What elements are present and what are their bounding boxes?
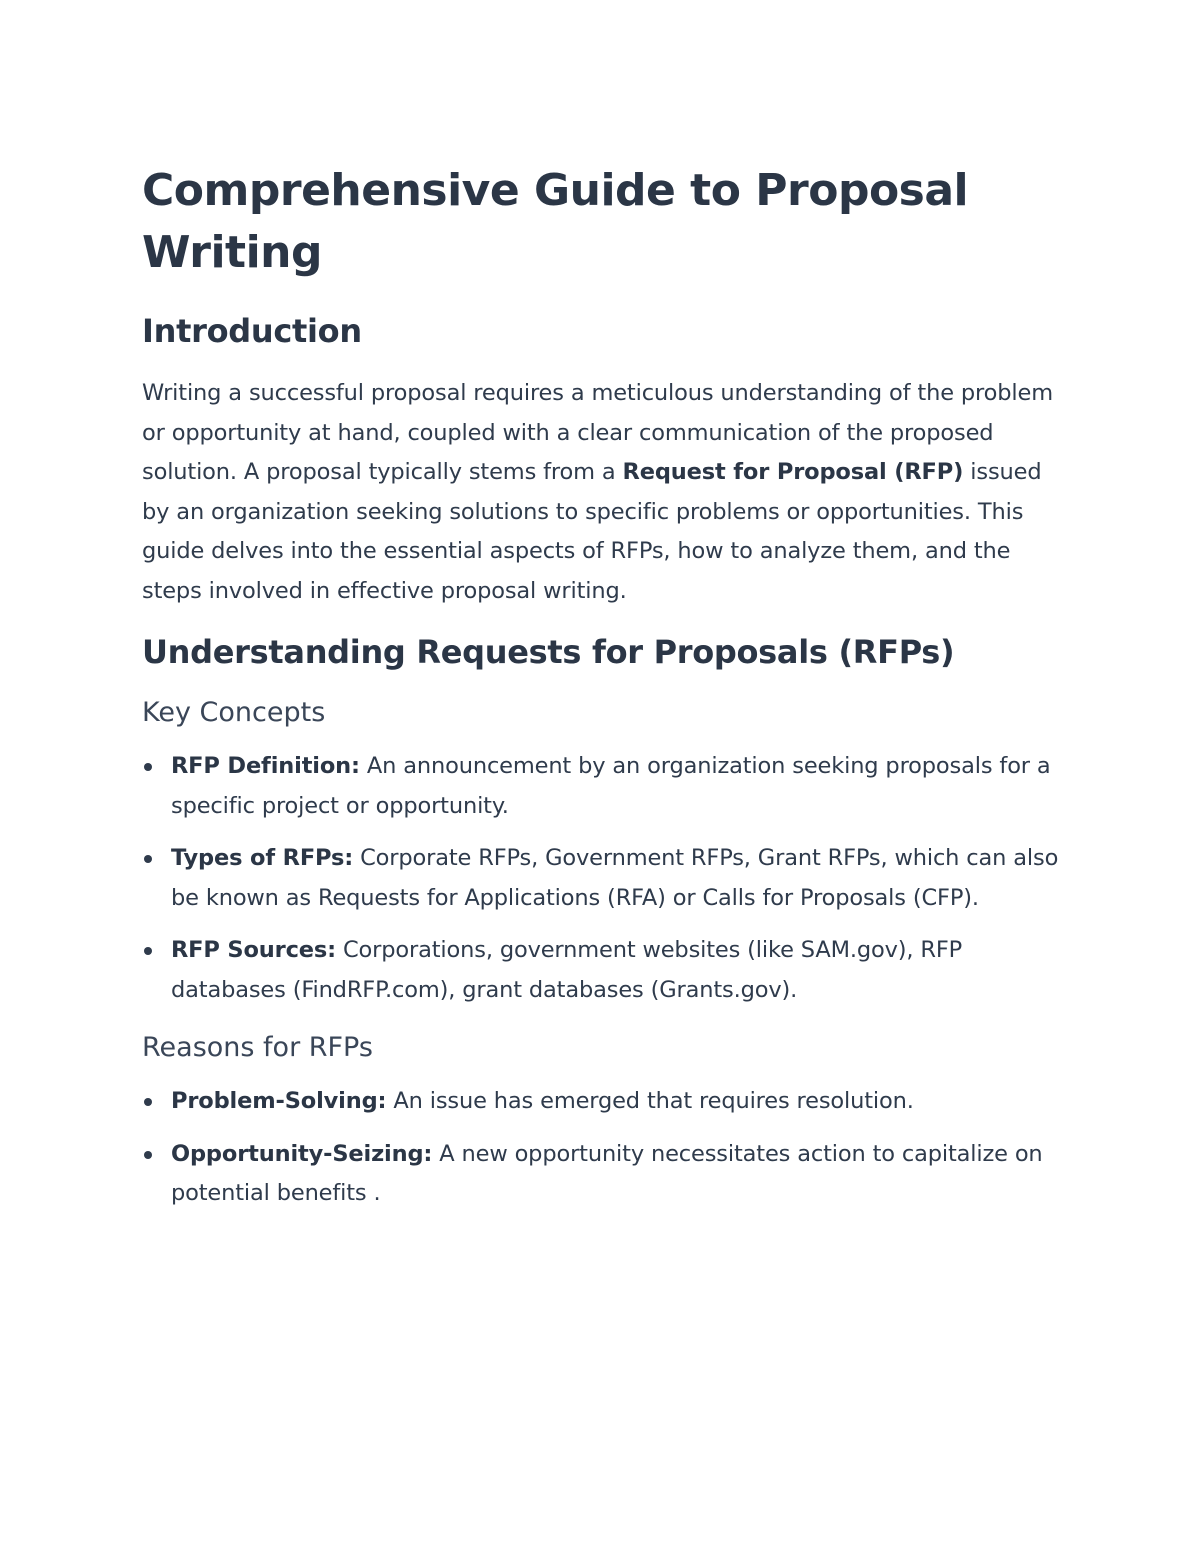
list-item: [142, 931, 1062, 1010]
list-item: [142, 839, 1062, 918]
section-heading-rfps: Understanding Requests for Proposals (RFPs): [142, 633, 955, 671]
introduction-paragraph: [142, 374, 1062, 611]
section-heading-introduction: Introduction: [142, 312, 362, 350]
list-item-text: Corporate RFPs, Government RFPs, Grant RFPs, which can also be known as Requests for Applications (RFA) or Calls for Proposals (CFP).: [171, 845, 1059, 911]
list-item-text: Corporations, government websites (like SAM.gov), RFP databases (FindRFP.com), grant databases (Grants.gov).: [171, 937, 963, 1003]
list-item-term: RFP Definition:: [171, 753, 360, 779]
list-item: [142, 1135, 1062, 1214]
reasons-list: [142, 1082, 1062, 1214]
list-item-text: An announcement by an organization seeking proposals for a specific project or opportunity.: [171, 753, 1051, 819]
subheading-reasons-for-rfps: Reasons for RFPs: [142, 1032, 373, 1063]
list-item-term: Types of RFPs:: [171, 845, 354, 871]
document-page: [142, 160, 1062, 1234]
list-item-text: An issue has emerged that requires resolution.: [386, 1088, 914, 1114]
bullet-icon: [144, 947, 152, 955]
bullet-icon: [144, 855, 152, 863]
list-item-term: Problem-Solving:: [171, 1088, 387, 1114]
intro-text-part-2: issued by an organization seeking solutions to specific problems or opportunities. This guide delves into the essential aspects of RFPs, how to analyze them, and the steps involved in effective proposal writing.: [142, 459, 1042, 604]
document-title: Comprehensive Guide to Proposal Writing: [142, 165, 969, 278]
subheading-key-concepts: Key Concepts: [142, 697, 326, 728]
bullet-icon: [144, 763, 152, 771]
intro-text-part-1: Writing a successful proposal requires a meticulous understanding of the problem or opportunity at hand, coupled with a clear communication of the proposed solution. A proposal typically stems from a: [142, 380, 1053, 485]
bullet-icon: [144, 1098, 152, 1106]
list-item-text: A new opportunity necessitates action to capitalize on potential benefits .: [171, 1140, 1043, 1206]
list-item: [142, 1082, 1062, 1122]
intro-bold-term: Request for Proposal (RFP): [622, 459, 964, 485]
list-item-term: RFP Sources:: [171, 937, 336, 963]
list-item: [142, 747, 1062, 826]
key-concepts-list: [142, 747, 1062, 1010]
bullet-icon: [144, 1151, 152, 1159]
list-item-term: Opportunity-Seizing:: [171, 1140, 433, 1167]
